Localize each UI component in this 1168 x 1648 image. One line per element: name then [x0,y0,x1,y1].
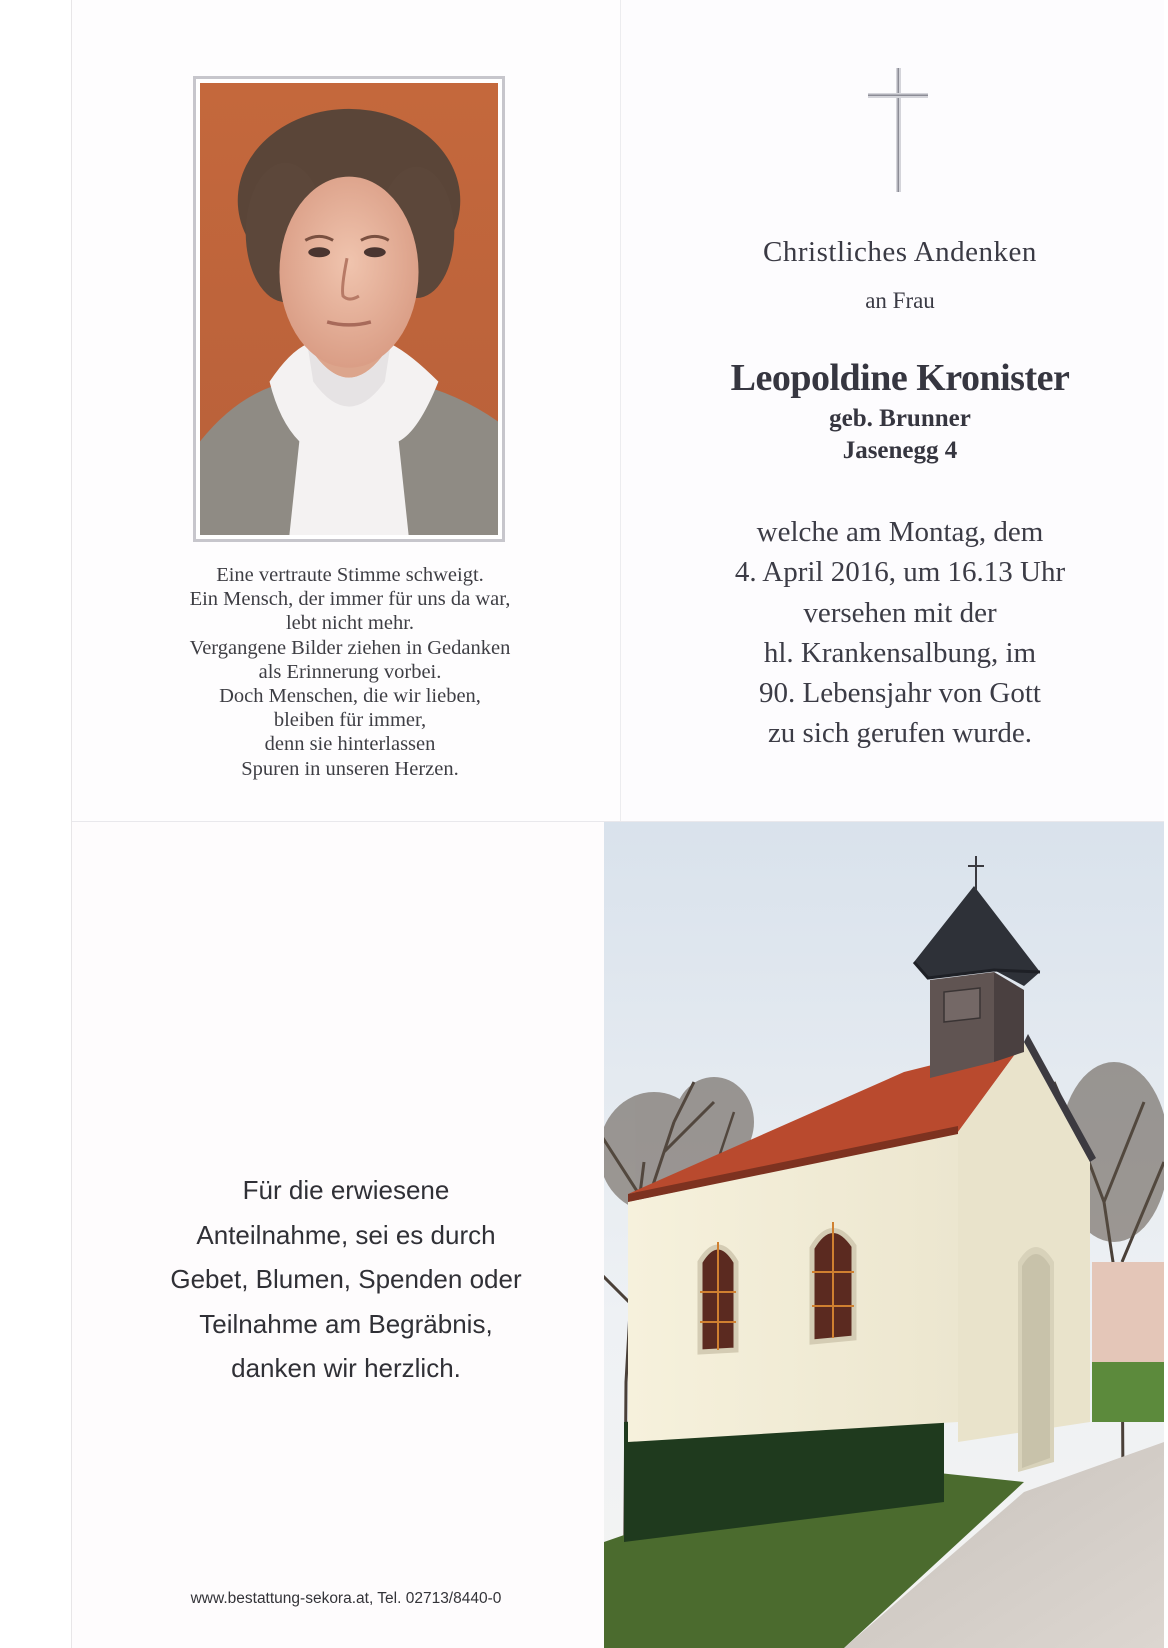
poem-line: denn sie hinterlassen [264,733,436,756]
death-notice-line: versehen mit der [803,596,997,629]
chapel-image [604,822,1164,1648]
address: Jasenegg 4 [842,437,958,464]
poem-line: Eine vertraute Stimme schweigt. [216,564,484,586]
thanks-line: danken wir herzlich. [231,1353,461,1383]
birth-name: geb. Brunner [829,405,971,432]
death-notice [660,512,1140,754]
thanks-line: Gebet, Blumen, Spenden oder [170,1264,522,1294]
fold-line-vertical [620,0,621,822]
portrait-photo [193,76,505,542]
latin-cross-icon [866,66,930,194]
poem-line: Doch Menschen, die wir lieben, [219,685,481,708]
death-notice-line: 4. April 2016, um 16.13 Uhr [734,556,1066,589]
poem-line: Ein Mensch, der immer für uns da war, [189,588,511,611]
death-notice-line: 90. Lebensjahr von Gott [759,677,1041,710]
thanks-line: Anteilnahme, sei es durch [196,1219,496,1250]
thanks-line: Teilnahme am Begräbnis, [199,1308,493,1339]
portrait-image [200,83,498,535]
thanks-message [120,1168,572,1391]
death-notice-line: hl. Krankensalbung, im [763,636,1037,669]
chapel-photo [604,822,1164,1648]
poem [120,563,580,781]
poem-line: als Erinnerung vorbei. [258,660,442,683]
death-notice-line: welche am Montag, dem [756,516,1044,548]
poem-line: Vergangene Bilder ziehen in Gedanken [189,636,511,659]
undertaker-contact: www.bestattung-sekora.at, Tel. 02713/8440-0 [190,1590,502,1607]
deceased-name: Leopoldine Kronister [730,357,1070,399]
poem-line: Spuren in unseren Herzen. [241,757,459,780]
card-heading: Christliches Andenken [763,236,1037,268]
death-notice-line: zu sich gerufen wurde. [767,717,1033,750]
thanks-line: Für die erwiesene [242,1175,450,1205]
poem-line: bleiben für immer, [273,709,427,732]
card-subheading: an Frau [865,288,935,313]
poem-line: lebt nicht mehr. [285,612,415,635]
